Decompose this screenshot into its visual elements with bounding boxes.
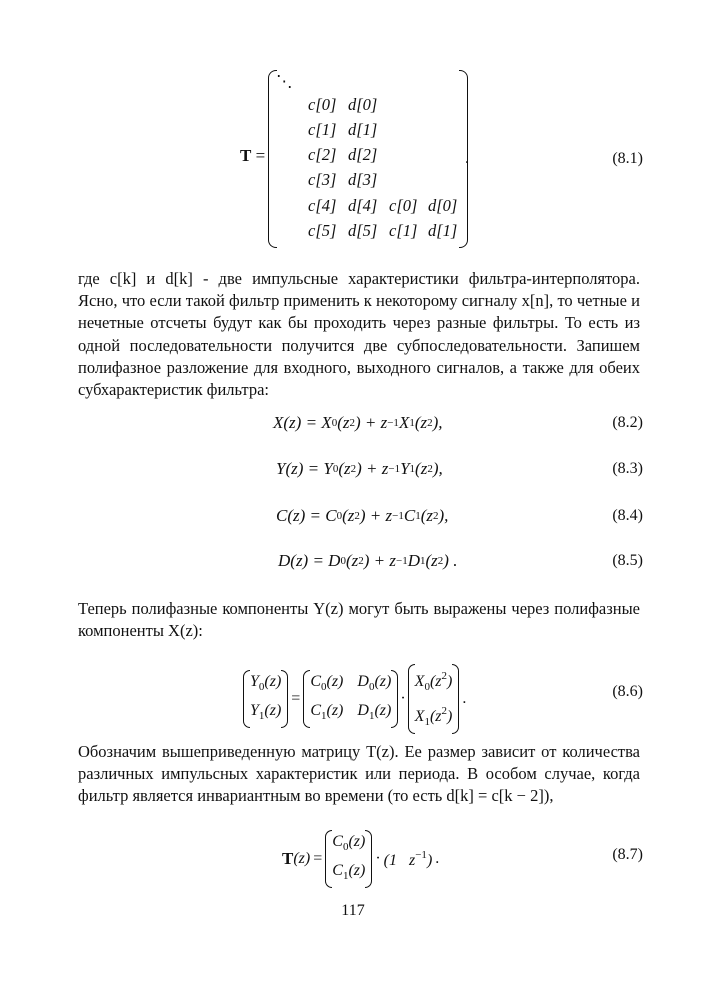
matrix-cell: d[1] [428,221,458,240]
equation-8-2: X(z) = X 0 (z 2 ) + z −1 X 1 (z 2 ), [273,413,443,432]
page-number: 117 [341,902,365,919]
paragraph-2: Теперь полифазные компоненты Y(z) могут быть выражены через полифазные компоненты X(z): [78,599,640,641]
equation-8-1-trail: . [465,150,469,167]
paragraph-line: где c[k] и d[k] - две импульсные характеристики фильтра-интерполятора. [78,269,640,288]
matrix-c: $C_0(z)$ $C_1(z)$ [325,830,372,888]
equation-number: (8.1) [612,150,643,167]
matrix-cell: d[0] [428,196,458,215]
matrix-left-bracket [268,70,277,248]
equation-number: (8.6) [612,683,643,700]
equation-number: (8.4) [612,507,643,524]
matrix-cell: c[2] [308,145,337,164]
matrix-cell: d[1] [348,120,378,139]
matrix-cell: c[0] [389,196,418,215]
matrix-cell: c[1] [308,120,337,139]
matrix-cell: d[5] [348,221,378,240]
matrix-cell: c[1] [389,221,418,240]
matrix-c-d: $C_0(z)$ $D_0(z)$ $C_1(z)$ $D_1(z)$ [303,670,398,728]
equation-8-6: $Y_0(z)$ $Y_1(z)$ = $C_0(z)$ $D_0(z)$ $C_1(z)$ $D_1(z)$ · $X_0(z^2)$ $X_1(z^2)$ . [243,664,466,734]
equation-8-3: Y(z) = Y 0 (z 2 ) + z −1 Y 1 (z 2 ), [276,459,443,478]
equation-8-4: C(z) = C 0 (z 2 ) + z −1 C 1 (z 2 ), [276,506,449,525]
paragraph-text: Ясно, что если такой фильтр применить к некоторому сигналу x[n], то четные и нечетные отсчеты будут как бы проходить через разные фильтры. То есть из одной последовательности получится две субпоследовательности. Запишем полифазное разложение для входного, выходного сигналов, а также для обеих субхарактеристик фильтра: [78,291,640,400]
equation-number: (8.2) [612,414,643,431]
matrix-cell: d[0] [348,95,378,114]
matrix-cell: c[4] [308,196,337,215]
paragraph-3: Обозначим вышеприведенную матрицу T(z). Ее размер зависит от количества различных импульсных характеристик или периода. В особом случае, когда фильтр является инвариантным во времени (то есть d[k] = c[k − 2]), [78,742,640,806]
matrix-cell: c[3] [308,170,337,189]
equation-number: (8.7) [612,846,643,863]
matrix-cell: c[5] [308,221,337,240]
equation-8-7: T (z) = $C_0(z)$ $C_1(z)$ · (1 $z^{-1}$) . [282,830,439,888]
equation-8-1-lhs: T = [240,146,266,165]
matrix-dots: ⋱ [276,72,293,91]
matrix-cell: c[0] [308,95,337,114]
matrix-y: $Y_0(z)$ $Y_1(z)$ [243,670,288,728]
matrix-cell: d[3] [348,170,378,189]
equation-number: (8.3) [612,460,643,477]
matrix-x: $X_0(z^2)$ $X_1(z^2)$ [408,664,460,734]
paragraph-1 [78,268,640,401]
matrix-cell: d[4] [348,196,378,215]
equation-8-5: D(z) = D 0 (z 2 ) + z −1 D 1 (z 2 ) . [278,551,458,570]
matrix-cell: d[2] [348,145,378,164]
matrix-t [268,70,468,246]
equation-number: (8.5) [612,552,643,569]
